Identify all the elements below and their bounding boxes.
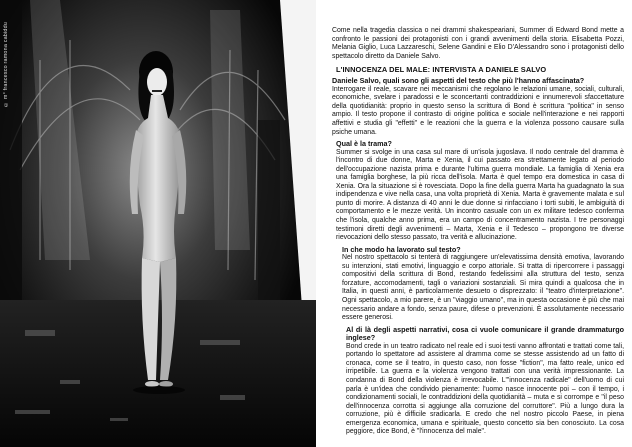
question-2: Qual è la trama? [336, 139, 392, 149]
answer-4: Bond crede in un teatro radicato nel reale ed i suoi testi vanno affrontati e trattati come tali, portando lo spettatore ad assistere al dramma come se stesse assistendo ad un fatto di cronaca, come se il teatro, in questo caso, non fosse "fiction", ma fatto reale, unico ed irripetibile. La guerra e la violenza vengono trattati con una verità impressionante. La condanna di Bond della violenza è irrevocabile. L'"innocenza radicale" dell'uomo di cui parla è un'idea che condivido pienamente: l'uomo nasce innocente poi – con il tempo, i condizionamenti sociali, le contraddizioni della quotidianità – muta e si corrompe e "il peso dell'innocenza corrotta si aggiunge alla corruzione del corruttore". Più a lungo dura la corruzione, più è difficile sradicarla. E credo che nel nostro piccolo Paese, in piena emergenza economica, umana e spirituale, questo concetto sia ben conosciuto. La cosa peggiore, dice Bond, è "l'innocenza del male". [346, 342, 624, 436]
answer-3: Nel nostro spettacolo si tenterà di raggiungere un'elevatissima densità emotiva, lavorando su intenzioni, stati emotivi, linguaggio e corpo attoriale. Si tratta di ripercorrere i passaggi compositivi della scrittura di Bond, restando fedelissimi alla struttura del testo, senza forzature, accomodamenti, tagli o variazioni sostanziali. Si mira quindi a qualcosa che in Italia, in questi anni, è particolarmente desueto o disprezzato: il "teatro d'interpretazione". Ogni spettacolo, a mio parere, è un "viaggio umano", ma in questa occasione è più che mai necessario andare a fondo, senza paure, difese o prevenzioni. È assolutamente necessario essere generosi. [342, 254, 624, 322]
question-1: Daniele Salvo, quali sono gli aspetti del testo che più l'hanno affascinata? [332, 76, 585, 86]
interview-title: L'INNOCENZA DEL MALE: INTERVISTA A DANIELE SALVO [336, 65, 547, 75]
answer-2: Summer si svolge in una casa sul mare di un'isola jugoslava. Il nodo centrale del dramma è l'incontro di due donne, Marta e Xenia, il cui passato era strettamente legato al periodo dell'occupazione nazista prima e durante l'ultima guerra mondiale. La famiglia di Xenia era una famiglia borghese, la più ricca dell'isola. Marta è quel tempo era domestica in casa di Xenia. Ora la situazione si è rovesciata. Dopo la fine della guerra Marta ha guadagnato la sua indipendenza e vive nella casa, una volta proprietà di Xenia. Marta è gravemente malata e sul punto di morire. A distanza di 40 anni le due donne si rinfacciano i torti subiti, le ambiguità di comportamento e le mezze verità. Un incontro casuale con un ex militare tedesco conferma che l'isola, qualche anno prima, era un campo di concentramento nazista. I tre personaggi testimoni diretti degli avvenimenti – Marta, Xenia e il Tedesco – propongono tre diverse rievocazioni dello stesso passato, tra verità e allucinazione. [336, 148, 624, 242]
article-text [332, 27, 624, 437]
photo-credit: © m° francesco ramona cabiddu [3, 22, 9, 107]
answer-1: Interrogare il reale, scavare nei meccanismi che regolano le relazioni umane, sociali, culturali, economiche, svelare i paradossi e le sconcertanti contraddizioni e innumerevoli sfaccettature della quotidianità: proprio in questo senso la scrittura di Bond è scrittura "politica" in senso ampio. Il testo propone il contrasto di origine politica e sociale nell'interazione e nei rapporti affettivi e studia gli "effetti" e le reazioni che la guerra e la violenza possono causare sulla psiche umana. [332, 85, 624, 136]
question-3: In che modo ha lavorato sul testo? [342, 244, 461, 254]
question-4: Al di là degli aspetti narrativi, cosa ci vuole comunicare il grande drammaturgo inglese? [346, 324, 624, 343]
intro-paragraph: Come nella tragedia classica o nei drammi shakespeariani, Summer di Edward Bond mette a confronto le passioni dei protagonisti con i grandi avvenimenti della storia. Elisabetta Pozzi, Melania Giglio, Luca Lazzareschi, Selene Gandini e Elio D'Alessandro sono i protagonisti dello spettacolo diretto da Daniele Salvo. [332, 27, 624, 60]
